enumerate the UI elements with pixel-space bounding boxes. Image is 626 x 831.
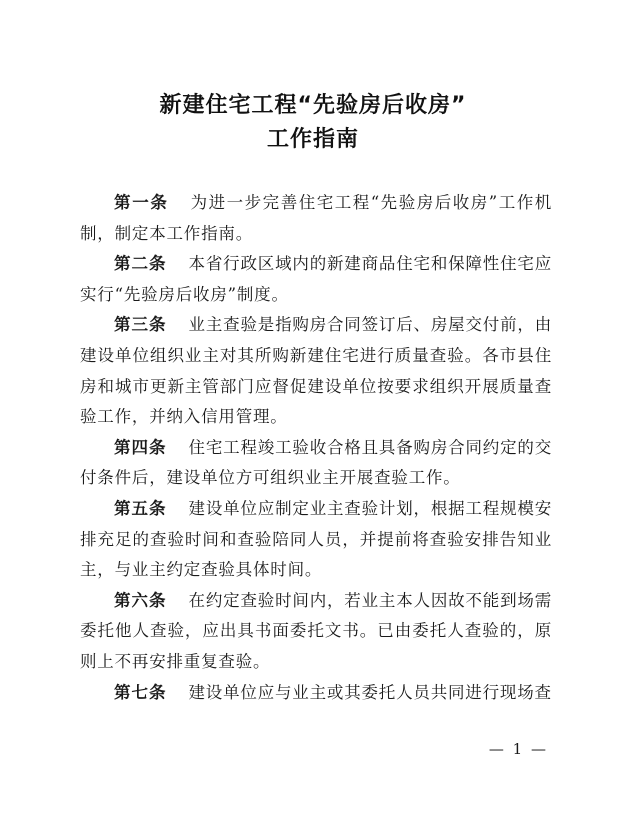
article-label: 第二条 (114, 254, 167, 274)
article-7 (80, 678, 552, 709)
article-text: 业主查验是指购房合同签订后、房屋交付前，由建设单位组织业主对其所购新建住宅进行质量查验。各市县住房和城市更新主管部门应督促建设单位按要求组织开展质量查验工作，并纳入信用管理。 (80, 315, 552, 427)
article-label: 第五条 (114, 498, 167, 518)
document-body (80, 188, 552, 708)
article-text: 建设单位应制定业主查验计划，根据工程规模安排充足的查验时间和查验陪同人员，并提前将查验安排告知业主，与业主约定查验具体时间。 (80, 498, 552, 580)
article-text: 在约定查验时间内，若业主本人因故不能到场需委托他人查验，应出具书面委托文书。已由委托人查验的，原则上不再安排重复查验。 (80, 590, 552, 671)
document-title-line2: 工作指南 (266, 127, 359, 152)
article-label: 第三条 (114, 315, 167, 335)
article-3 (80, 310, 552, 432)
article-text: 为进一步完善住宅工程“先验房后收房”工作机制，制定本工作指南。 (80, 193, 553, 243)
article-label: 第一条 (114, 193, 169, 212)
article-1 (80, 188, 552, 249)
article-5 (80, 494, 552, 586)
article-4 (80, 433, 552, 494)
article-label: 第六条 (114, 590, 167, 610)
article-label: 第七条 (114, 682, 167, 702)
document-title-line1: 新建住宅工程“先验房后收房” (159, 93, 467, 118)
page-number: — 1 — (488, 740, 548, 758)
article-text: 建设单位应与业主或其委托人员共同进行现场查 (188, 682, 552, 702)
article-text: 住宅工程竣工验收合格且具备购房合同约定的交付条件后，建设单位方可组织业主开展查验工作。 (80, 437, 552, 488)
article-text: 本省行政区域内的新建商品住宅和保障性住宅应实行“先验房后收房”制度。 (80, 254, 552, 304)
article-6 (80, 586, 552, 678)
article-2 (80, 249, 552, 310)
article-label: 第四条 (114, 437, 167, 457)
